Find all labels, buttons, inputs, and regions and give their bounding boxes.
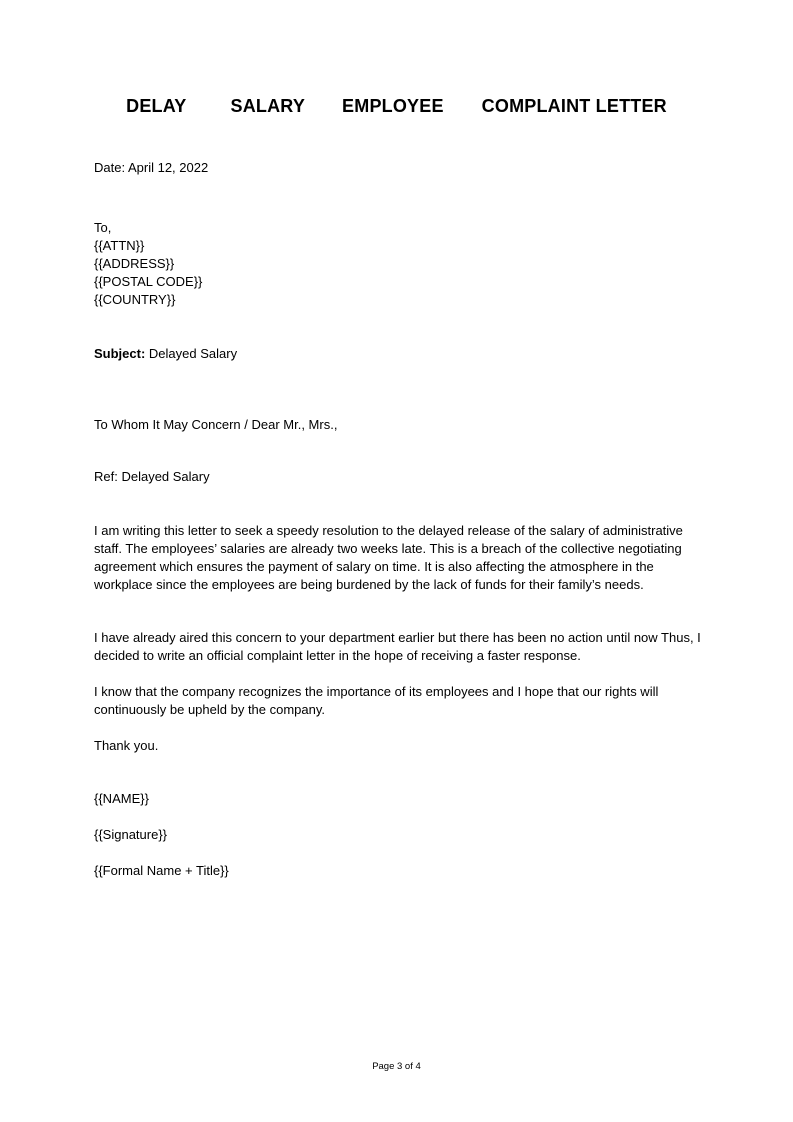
closing-line: Thank you. (94, 738, 159, 753)
recipient-address: {{ADDRESS}} (94, 256, 175, 271)
subject-label: Subject: (94, 346, 146, 361)
title-word-2: SALARY (230, 96, 306, 116)
body-paragraph-3: I know that the company recognizes the importance of its employees and I hope that our rights will continuously be upheld by the company. (94, 684, 659, 717)
title-word-4: COMPLAINT LETTER (481, 96, 667, 116)
body-paragraph-1: I am writing this letter to seek a speedy resolution to the delayed release of the salary of administrative staff. The employees’ salaries are already two weeks late. This is a breach of the collective negotiating agreement which ensures the payment of salary on time. It is also affecting the atmosphere in the workplace since the employees are being burdened by the lack of funds for their family’s needs. (94, 523, 683, 592)
salutation: To Whom It May Concern / Dear Mr., Mrs., (94, 417, 338, 432)
recipient-to: To, (94, 220, 112, 235)
recipient-country: {{COUNTRY}} (94, 292, 176, 307)
subject-value: Delayed Salary (145, 346, 238, 361)
subject-line (94, 345, 237, 363)
body-paragraph-2: I have already aired this concern to your department earlier but there has been no action until now Thus, I decided to write an official complaint letter in the hope of receiving a faster response. (94, 630, 701, 663)
document-title (0, 96, 793, 117)
signature-formal-name: {{Formal Name + Title}} (94, 863, 229, 878)
recipient-postal-code: {{POSTAL CODE}} (94, 274, 203, 289)
date-line: Date: April 12, 2022 (94, 160, 209, 175)
ref-line: Ref: Delayed Salary (94, 469, 210, 484)
title-word-1: DELAY (126, 96, 187, 116)
recipient-attn: {{ATTN}} (94, 238, 145, 253)
title-word-3: EMPLOYEE (342, 96, 444, 116)
signature-placeholder: {{Signature}} (94, 827, 168, 842)
page-number-footer: Page 3 of 4 (372, 1061, 421, 1072)
signature-name: {{NAME}} (94, 791, 149, 806)
